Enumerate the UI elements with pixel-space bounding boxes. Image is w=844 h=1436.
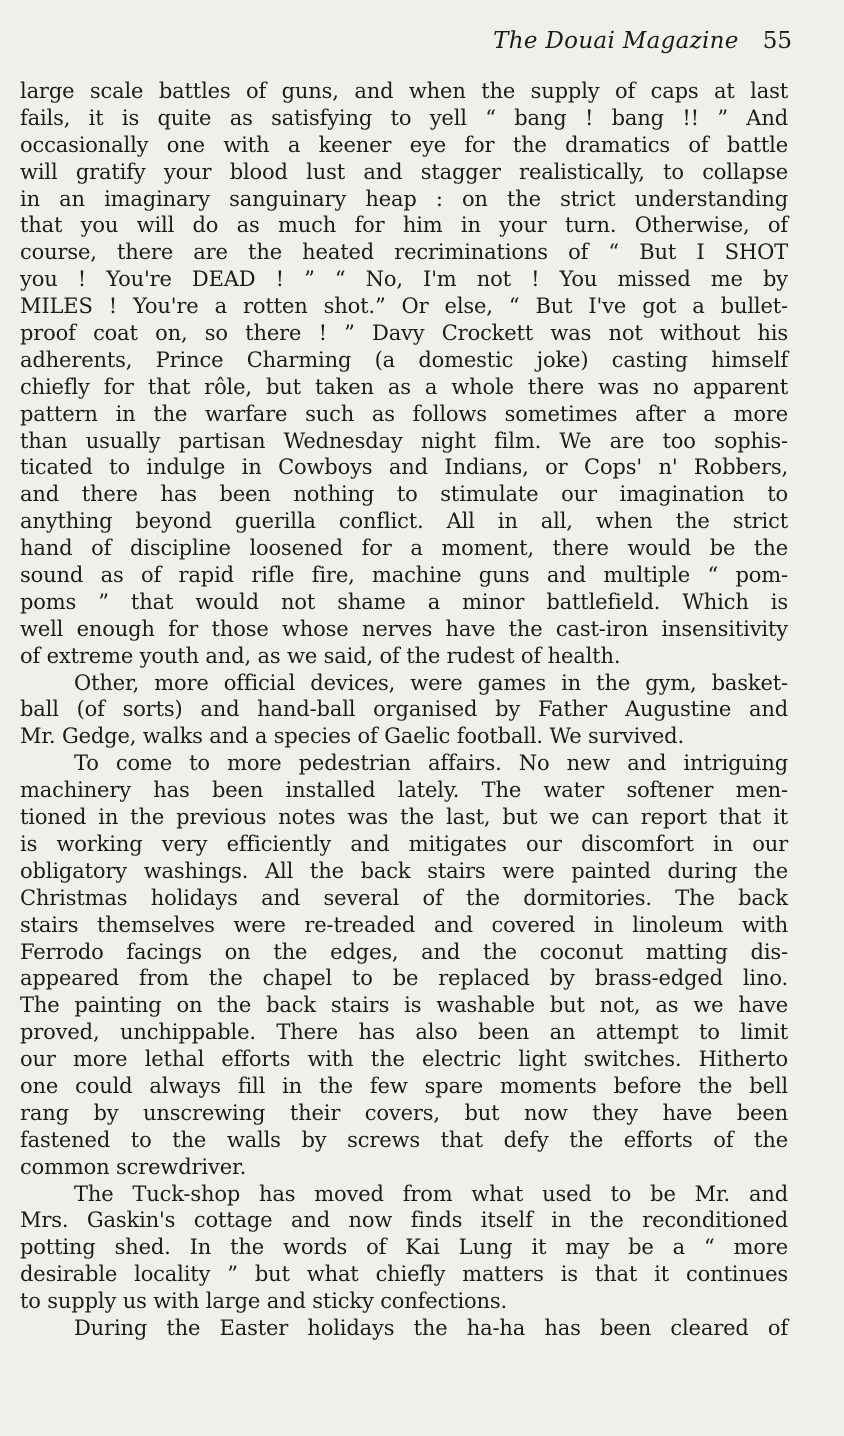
text-line: proved, unchippable. There has also been an attempt to limit — [20, 1020, 788, 1045]
text-line: and there has been nothing to stimulate our imagination to — [20, 482, 788, 507]
text-line: ball (of sorts) and hand-ball organised by Father Augustine and — [20, 697, 788, 722]
text-line: one could always fill in the few spare moments before the bell — [20, 1073, 788, 1098]
text-line: occasionally one with a keener eye for the dramatics of battle — [20, 132, 788, 157]
text-line: Ferrodo facings on the edges, and the coconut matting dis- — [20, 939, 788, 964]
text-line: fails, it is quite as satisfying to yell “ bang ! bang !! ” And — [20, 105, 788, 130]
text-line: in an imaginary sanguinary heap : on the strict understanding — [20, 186, 788, 211]
text-line: During the Easter holidays the ha-ha has been cleared of — [74, 1315, 788, 1340]
text-line: The painting on the back stairs is washable but not, as we have — [20, 993, 788, 1018]
text-line: Other, more official devices, were games in the gym, basket- — [74, 670, 788, 695]
page-number: 55 — [762, 28, 792, 54]
text-line: anything beyond guerilla conflict. All in all, when the strict — [20, 509, 788, 534]
text-line: than usually partisan Wednesday night film. We are too sophis- — [20, 428, 788, 453]
text-line: Christmas holidays and several of the dormitories. The back — [20, 885, 788, 910]
text-line: fastened to the walls by screws that defy the efforts of the — [20, 1127, 788, 1152]
text-line: The Tuck-shop has moved from what used to be Mr. and — [74, 1181, 788, 1206]
text-line: well enough for those whose nerves have the cast-iron insensitivity — [20, 616, 788, 641]
text-line: stairs themselves were re-treaded and covered in linoleum with — [20, 912, 788, 937]
text-line: will gratify your blood lust and stagger realistically, to collapse — [20, 159, 788, 184]
text-line: desirable locality ” but what chiefly matters is that it continues — [20, 1262, 788, 1287]
text-line: is working very efficiently and mitigates our discomfort in our — [20, 831, 788, 856]
text-line: that you will do as much for him in your turn. Otherwise, of — [20, 213, 788, 238]
magazine-title: The Douai Magazine — [493, 28, 739, 54]
text-line: obligatory washings. All the back stairs were painted during the — [20, 858, 788, 883]
text-line: rang by unscrewing their covers, but now they have been — [20, 1100, 788, 1125]
text-line: Mrs. Gaskin's cottage and now finds itself in the reconditioned — [20, 1208, 788, 1233]
text-line: pattern in the warfare such as follows sometimes after a more — [20, 401, 788, 426]
paragraph — [20, 1181, 788, 1315]
text-line: Mr. Gedge, walks and a species of Gaelic football. We survived. — [20, 724, 684, 749]
text-line: appeared from the chapel to be replaced by brass-edged lino. — [20, 966, 788, 991]
text-line: MILES ! You're a rotten shot.” Or else, “ But I've got a bullet- — [20, 294, 788, 319]
text-line: adherents, Prince Charming (a domestic joke) casting himself — [20, 347, 788, 372]
text-line: tioned in the previous notes was the last, but we can report that it — [20, 805, 788, 830]
text-line: course, there are the heated recriminations of “ But I SHOT — [20, 240, 788, 265]
text-line: you ! You're DEAD ! ” “ No, I'm not ! You missed me by — [20, 267, 788, 292]
text-line: our more lethal efforts with the electric light switches. Hitherto — [20, 1047, 788, 1072]
running-head — [493, 28, 792, 62]
text-line: of extreme youth and, as we said, of the rudest of health. — [20, 643, 621, 668]
text-line: ticated to indulge in Cowboys and Indians, or Cops' n' Robbers, — [20, 455, 788, 480]
text-line: hand of discipline loosened for a moment, there would be the — [20, 536, 788, 561]
text-line: proof coat on, so there ! ” Davy Crockett was not without his — [20, 321, 788, 346]
paragraph — [20, 670, 788, 751]
paragraph — [20, 750, 788, 1180]
text-line: To come to more pedestrian affairs. No new and intriguing — [74, 751, 788, 776]
article-body — [20, 78, 788, 1342]
text-line: poms ” that would not shame a minor battlefield. Which is — [20, 589, 788, 614]
text-line: machinery has been installed lately. The water softener men- — [20, 778, 788, 803]
text-line: chiefly for that rôle, but taken as a whole there was no apparent — [20, 374, 788, 399]
text-line: potting shed. In the words of Kai Lung it may be a “ more — [20, 1235, 788, 1260]
text-line: to supply us with large and sticky confections. — [20, 1289, 508, 1314]
paragraph — [20, 78, 788, 670]
paragraph — [20, 1315, 788, 1342]
text-line: large scale battles of guns, and when the supply of caps at last — [20, 79, 788, 103]
text-line: common screwdriver. — [20, 1154, 247, 1179]
text-line: sound as of rapid rifle fire, machine guns and multiple “ pom- — [20, 563, 788, 588]
